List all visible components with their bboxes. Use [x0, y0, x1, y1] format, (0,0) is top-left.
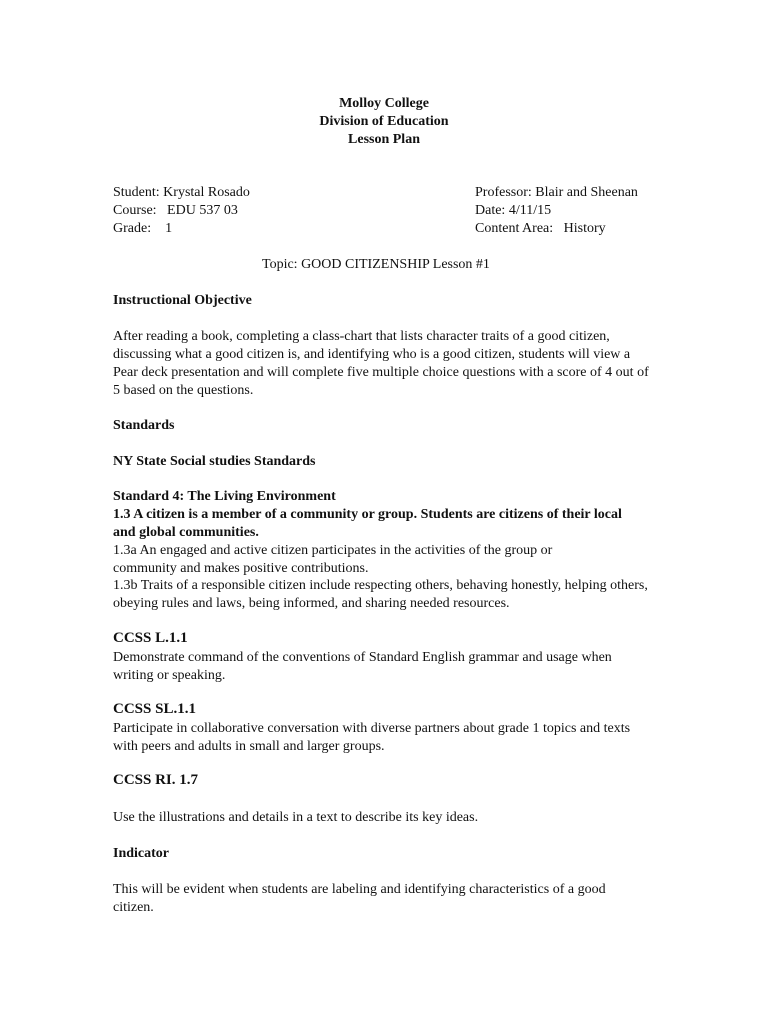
ny-standards-heading: NY State Social studies Standards: [113, 454, 316, 469]
standards-heading: Standards: [113, 418, 175, 433]
content-area-line: Content Area: History: [475, 221, 606, 236]
indicator-text: This will be evident when students are labeling and identifying characteristics of a good citizen.: [113, 882, 606, 915]
course-line: Course: EDU 537 03: [113, 203, 238, 218]
grade-line: Grade: 1: [113, 221, 173, 236]
objective-heading: Instructional Objective: [113, 293, 252, 308]
objective-text: [113, 328, 653, 400]
ccss-l-1-1-text: Demonstrate command of the conventions of Standard English grammar and usage when writing or speaking.: [113, 650, 612, 683]
professor-line: Professor: Blair and Sheenan: [475, 185, 638, 200]
ccss-ri-1-7-heading: CCSS RI. 1.7: [113, 772, 199, 788]
standard-1-3b: 1.3b Traits of a responsible citizen include respecting others, behaving honestly, helping others, obeying rules and laws, being informed, and sharing needed resources.: [113, 578, 648, 611]
ccss-sl-1-1-heading: CCSS SL.1.1: [113, 701, 196, 717]
division-name: Division of Education: [319, 114, 449, 129]
college-name: Molloy College: [339, 96, 429, 111]
ccss-l-1-1-heading: CCSS L.1.1: [113, 630, 188, 646]
standard-4-heading: Standard 4: The Living Environment: [113, 489, 336, 504]
objective-paragraph: After reading a book, completing a class-chart that lists character traits of a good citizen, discussing what a good citizen is, and identifying who is a good citizen, students will view a Pear deck presentation and will complete five multiple choice questions with a score of 4 out of 5 based on the questions.: [113, 329, 649, 398]
date-line: Date: 4/11/15: [475, 203, 552, 218]
standard-1-3a: 1.3a An engaged and active citizen participates in the activities of the group or community and makes positive contributions.: [113, 543, 553, 576]
document-type: Lesson Plan: [348, 132, 420, 147]
standard-1-3: 1.3 A citizen is a member of a community or group. Students are citizens of their local and global communities.: [113, 507, 622, 540]
indicator-heading: Indicator: [113, 846, 169, 861]
ccss-ri-1-7-text: Use the illustrations and details in a text to describe its key ideas.: [113, 810, 479, 825]
ccss-sl-1-1-text: Participate in collaborative conversation with diverse partners about grade 1 topics and texts with peers and adults in small and larger groups.: [113, 721, 631, 754]
topic-line: Topic: GOOD CITIZENSHIP Lesson #1: [262, 257, 490, 272]
student-line: Student: Krystal Rosado: [113, 185, 250, 200]
